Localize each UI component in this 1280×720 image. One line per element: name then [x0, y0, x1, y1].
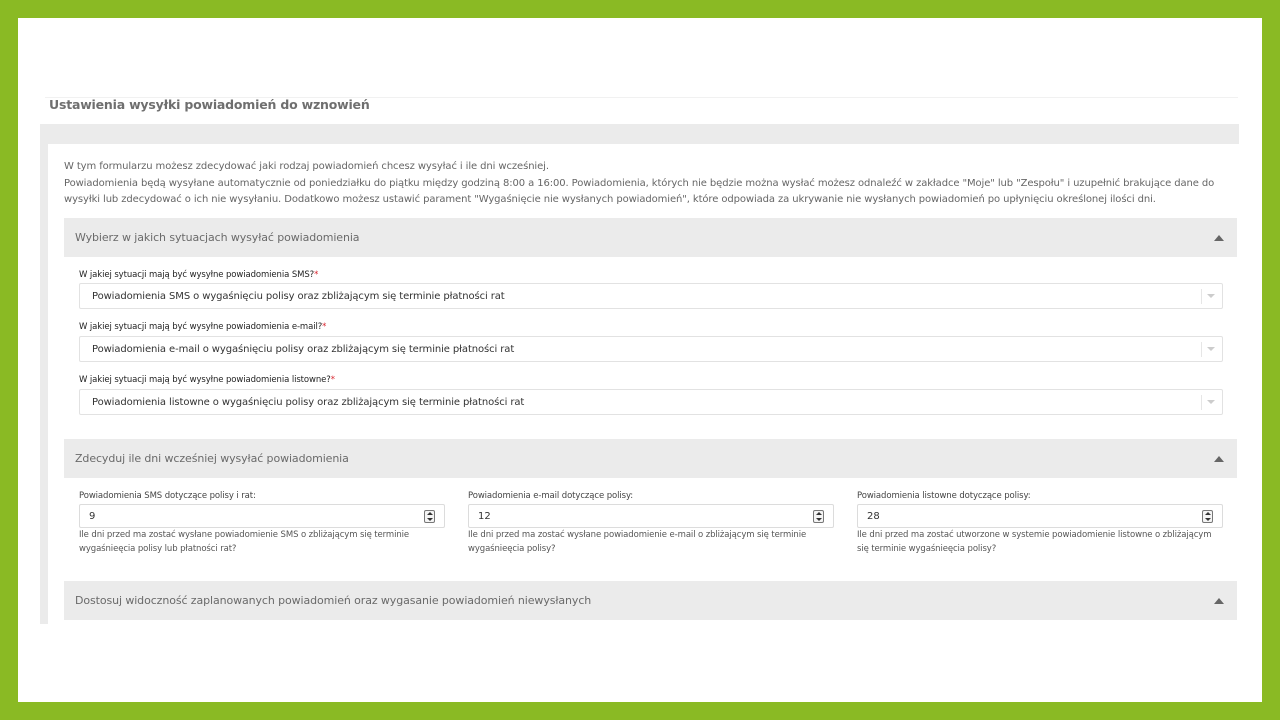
intro-line-2: Powiadomienia będą wysyłane automatycznie od poniedziałku do piątku między godziną 8:00 a 16:00. Powiadomienia, których nie będzie można wysłać możesz odnaleźć w zakładce "Moje" lub "Zespołu" i uzupełnić brakujące dane do wysyłki lub zdecydować o ich nie wysyłaniu. Dodatkowo możesz ustawić parament "Wygaśnięcie nie wysłanych powiadomień", które odpowiada za ukrywanie nie wysłanych powiadomień po upłynięciu określonej ilości dni.	[64, 177, 1215, 205]
letter-days-label: Powiadomienia listowne dotyczące polisy:	[857, 491, 1031, 501]
spinner-icon[interactable]	[813, 510, 824, 523]
spinner-icon[interactable]	[1202, 510, 1213, 523]
sms-situation-value: Powiadomienia SMS o wygaśnięciu polisy oraz zbliżającym się terminie płatności rat	[92, 290, 505, 302]
sms-days-value: 9	[89, 510, 96, 522]
email-days-help: Ile dni przed ma zostać wysłane powiadomienie e-mail o zbliżającym się terminie wygaśnieęcia polisy?	[468, 530, 807, 554]
panel-left-border	[40, 144, 48, 624]
section-days-title: Zdecyduj ile dni wcześniej wysyłać powiadomienia	[75, 452, 349, 465]
intro-line-1: W tym formularzu możesz zdecydować jaki rodzaj powiadomień chcesz wysyłać i ile dni wcześniej.	[64, 161, 549, 172]
chevron-down-icon[interactable]	[1207, 400, 1215, 404]
letter-days-value: 28	[867, 510, 880, 522]
select-separator	[1201, 289, 1202, 304]
chevron-down-icon[interactable]	[1207, 294, 1215, 298]
select-separator	[1201, 395, 1202, 410]
email-days-label: Powiadomienia e-mail dotyczące polisy:	[468, 491, 634, 501]
email-days-input[interactable]	[468, 504, 834, 528]
sms-days-help: Ile dni przed ma zostać wysłane powiadomienie SMS o zbliżającym się terminie wygaśnieęcia polisy lub płatności rat?	[79, 530, 410, 554]
spinner-icon[interactable]	[424, 510, 435, 523]
section-situations-title: Wybierz w jakich sytuacjach wysyłać powiadomienia	[75, 231, 360, 244]
required-marker: *	[330, 375, 335, 385]
required-marker: *	[314, 270, 319, 280]
letter-days-help: Ile dni przed ma zostać utworzone w systemie powiadomienie listowne o zbliżającym się terminie wygaśnieęcia polisy?	[857, 530, 1212, 554]
page-title: Ustawienia wysyłki powiadomień do wznowień	[49, 97, 370, 112]
letter-days-input[interactable]	[857, 504, 1223, 528]
letter-situation-select[interactable]	[79, 389, 1223, 415]
letter-situation-label: W jakiej sytuacji mają być wysyłne powiadomienia listowne?*	[79, 375, 335, 385]
panel-header-bar	[40, 124, 1239, 144]
sms-situation-select[interactable]	[79, 283, 1223, 309]
chevron-up-icon[interactable]	[1214, 598, 1224, 604]
email-days-value: 12	[478, 510, 491, 522]
email-situation-select[interactable]	[79, 336, 1223, 362]
sms-days-label: Powiadomienia SMS dotyczące polisy i rat:	[79, 491, 256, 501]
chevron-up-icon[interactable]	[1214, 235, 1224, 241]
email-situation-label: W jakiej sytuacji mają być wysyłne powiadomienia e-mail?*	[79, 322, 327, 332]
required-marker: *	[322, 322, 327, 332]
select-separator	[1201, 342, 1202, 357]
section-days-header[interactable]	[64, 439, 1237, 478]
sms-days-input[interactable]	[79, 504, 445, 528]
email-situation-value: Powiadomienia e-mail o wygaśnięciu polisy oraz zbliżającym się terminie płatności rat	[92, 343, 515, 355]
section-visibility-header[interactable]	[64, 581, 1237, 620]
sms-situation-label: W jakiej sytuacji mają być wysyłne powiadomienia SMS?*	[79, 270, 319, 280]
chevron-up-icon[interactable]	[1214, 456, 1224, 462]
section-visibility-title: Dostosuj widoczność zaplanowanych powiadomień oraz wygasanie powiadomień niewysłanych	[75, 594, 592, 607]
chevron-down-icon[interactable]	[1207, 347, 1215, 351]
intro-text	[64, 159, 1230, 209]
section-situations-header[interactable]	[64, 218, 1237, 257]
letter-situation-value: Powiadomienia listowne o wygaśnięciu polisy oraz zbliżającym się terminie płatności rat	[92, 396, 525, 408]
